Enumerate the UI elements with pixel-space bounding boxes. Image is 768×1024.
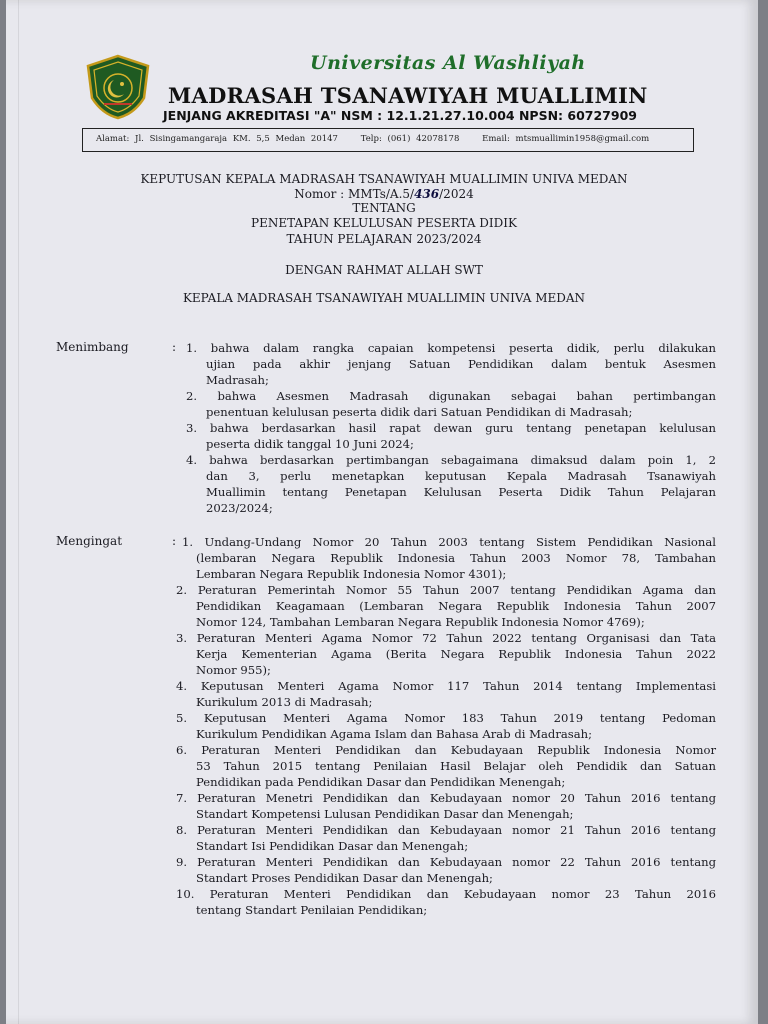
- menimbang-item-3-line: peserta didik tanggal 10 Juni 2024;: [206, 437, 414, 451]
- tentang-heading: TENTANG: [352, 201, 416, 215]
- school-emblem-icon: [84, 54, 152, 120]
- mengingat-item-6-line: Pendidikan pada Pendidikan Dasar dan Pendidikan Menengah;: [196, 775, 566, 789]
- mengingat-item-8-line: Standart Isi Pendidikan Dasar dan Menengah;: [196, 839, 469, 853]
- decree-number: [0, 187, 768, 201]
- subject-line-2: TAHUN PELAJARAN 2023/2024: [286, 232, 482, 246]
- mengingat-item-8-line: 8. Peraturan Menteri Pendidikan dan Kebudayaan nomor 21 Tahun 2016 tentang: [176, 823, 716, 837]
- mengingat-item-2-line: 2. Peraturan Pemerintah Nomor 55 Tahun 2007 tentang Pendidikan Agama dan: [176, 583, 716, 597]
- email-text: Email: mtsmuallimin1958@gmail.com: [482, 134, 650, 144]
- mengingat-item-6-line: 6. Peraturan Menteri Pendidikan dan Kebudayaan Republik Indonesia Nomor: [176, 743, 716, 757]
- subject-line-1: PENETAPAN KELULUSAN PESERTA DIDIK: [251, 216, 517, 230]
- mengingat-item-10-line: tentang Standart Penilaian Pendidikan;: [196, 903, 428, 917]
- menimbang-item-2-line: 2. bahwa Asesmen Madrasah digunakan sebagai bahan pertimbangan: [186, 389, 716, 403]
- mengingat-item-9-line: Standart Proses Pendidikan Dasar dan Menengah;: [196, 871, 493, 885]
- nomor-suffix: /2024: [439, 187, 474, 201]
- mengingat-item-5-line: 5. Keputusan Menteri Agama Nomor 183 Tahun 2019 tentang Pedoman: [176, 711, 716, 725]
- mengingat-item-4-line: Kurikulum 2013 di Madrasah;: [196, 695, 373, 709]
- menimbang-item-4-line: dan 3, perlu menetapkan keputusan Kepala Madrasah Tsanawiyah: [206, 469, 716, 483]
- mengingat-label: Mengingat: [56, 534, 123, 548]
- blessing-line: DENGAN RAHMAT ALLAH SWT: [285, 263, 483, 277]
- menimbang-colon: :: [172, 340, 177, 354]
- school-name: MADRASAH TSANAWIYAH MUALLIMIN: [168, 83, 648, 108]
- menimbang-item-3-line: 3. bahwa berdasarkan hasil rapat dewan guru tentang penetapan kelulusan: [186, 421, 716, 435]
- menimbang-item-1-line: Madrasah;: [206, 373, 269, 387]
- menimbang-item-2-line: penentuan kelulusan peserta didik dari Satuan Pendidikan di Madrasah;: [206, 405, 633, 419]
- accreditation-line: JENJANG AKREDITASI "A" NSM : 12.1.21.27.10.004 NPSN: 60727909: [163, 108, 637, 123]
- mengingat-item-3-line: 3. Peraturan Menteri Agama Nomor 72 Tahun 2022 tentang Organisasi dan Tata: [176, 631, 716, 645]
- menimbang-item-1-line: 1. bahwa dalam rangka capaian kompetensi peserta didik, perlu dilakukan: [186, 341, 716, 355]
- menimbang-label: Menimbang: [56, 340, 129, 354]
- nomor-handwritten: 436: [414, 187, 440, 201]
- mengingat-item-10-line: 10. Peraturan Menteri Pendidikan dan Kebudayaan nomor 23 Tahun 2016: [176, 887, 716, 901]
- mengingat-item-1-line: 1. Undang-Undang Nomor 20 Tahun 2003 tentang Sistem Pendidikan Nasional: [182, 535, 716, 549]
- mengingat-item-1-line: (lembaran Negara Republik Indonesia Tahun 2003 Nomor 78, Tambahan: [196, 551, 716, 565]
- page-edge: [18, 0, 19, 1024]
- mengingat-item-3-line: Kerja Kementerian Agama (Berita Negara Republik Indonesia Tahun 2022: [196, 647, 716, 661]
- mengingat-item-3-line: Nomor 955);: [196, 663, 271, 677]
- menimbang-item-4-line: Muallimin tentang Penetapan Kelulusan Peserta Didik Tahun Pelajaran: [206, 485, 716, 499]
- menimbang-item-4-line: 2023/2024;: [206, 501, 273, 515]
- decree-title: KEPUTUSAN KEPALA MADRASAH TSANAWIYAH MUALLIMIN UNIVA MEDAN: [140, 172, 628, 186]
- mengingat-item-7-line: Standart Kompetensi Lulusan Pendidikan Dasar dan Menengah;: [196, 807, 574, 821]
- mengingat-item-2-line: Pendidikan Keagamaan (Lembaran Negara Republik Indonesia Tahun 2007: [196, 599, 716, 613]
- university-name: Universitas Al Washliyah: [310, 52, 586, 74]
- mengingat-colon: :: [172, 534, 177, 548]
- menimbang-item-1-line: ujian pada akhir jenjang Satuan Pendidikan dalam bentuk Asesmen: [206, 357, 716, 371]
- address-line: [96, 134, 649, 144]
- mengingat-item-6-line: 53 Tahun 2015 tentang Penilaian Hasil Belajar oleh Pendidik dan Satuan: [196, 759, 716, 773]
- mengingat-item-1-line: Lembaran Negara Republik Indonesia Nomor 4301);: [196, 567, 507, 581]
- mengingat-item-2-line: Nomor 124, Tambahan Lembaran Negara Republik Indonesia Nomor 4769);: [196, 615, 645, 629]
- head-line: KEPALA MADRASAH TSANAWIYAH MUALLIMIN UNIVA MEDAN: [182, 291, 586, 305]
- nomor-prefix: Nomor : MMTs/A.5/: [294, 187, 415, 201]
- mengingat-item-4-line: 4. Keputusan Menteri Agama Nomor 117 Tahun 2014 tentang Implementasi: [176, 679, 716, 693]
- mengingat-item-5-line: Kurikulum Pendidikan Agama Islam dan Bahasa Arab di Madrasah;: [196, 727, 593, 741]
- phone-text: Telp: (061) 42078178: [360, 134, 460, 144]
- address-text: Alamat: Jl. Sisingamangaraja KM. 5,5 Medan 20147: [96, 134, 338, 144]
- mengingat-item-7-line: 7. Peraturan Menetri Pendidikan dan Kebudayaan nomor 20 Tahun 2016 tentang: [176, 791, 716, 805]
- mengingat-item-9-line: 9. Peraturan Menteri Pendidikan dan Kebudayaan nomor 22 Tahun 2016 tentang: [176, 855, 716, 869]
- menimbang-item-4-line: 4. bahwa berdasarkan pertimbangan sebagaimana dimaksud dalam poin 1, 2: [186, 453, 716, 467]
